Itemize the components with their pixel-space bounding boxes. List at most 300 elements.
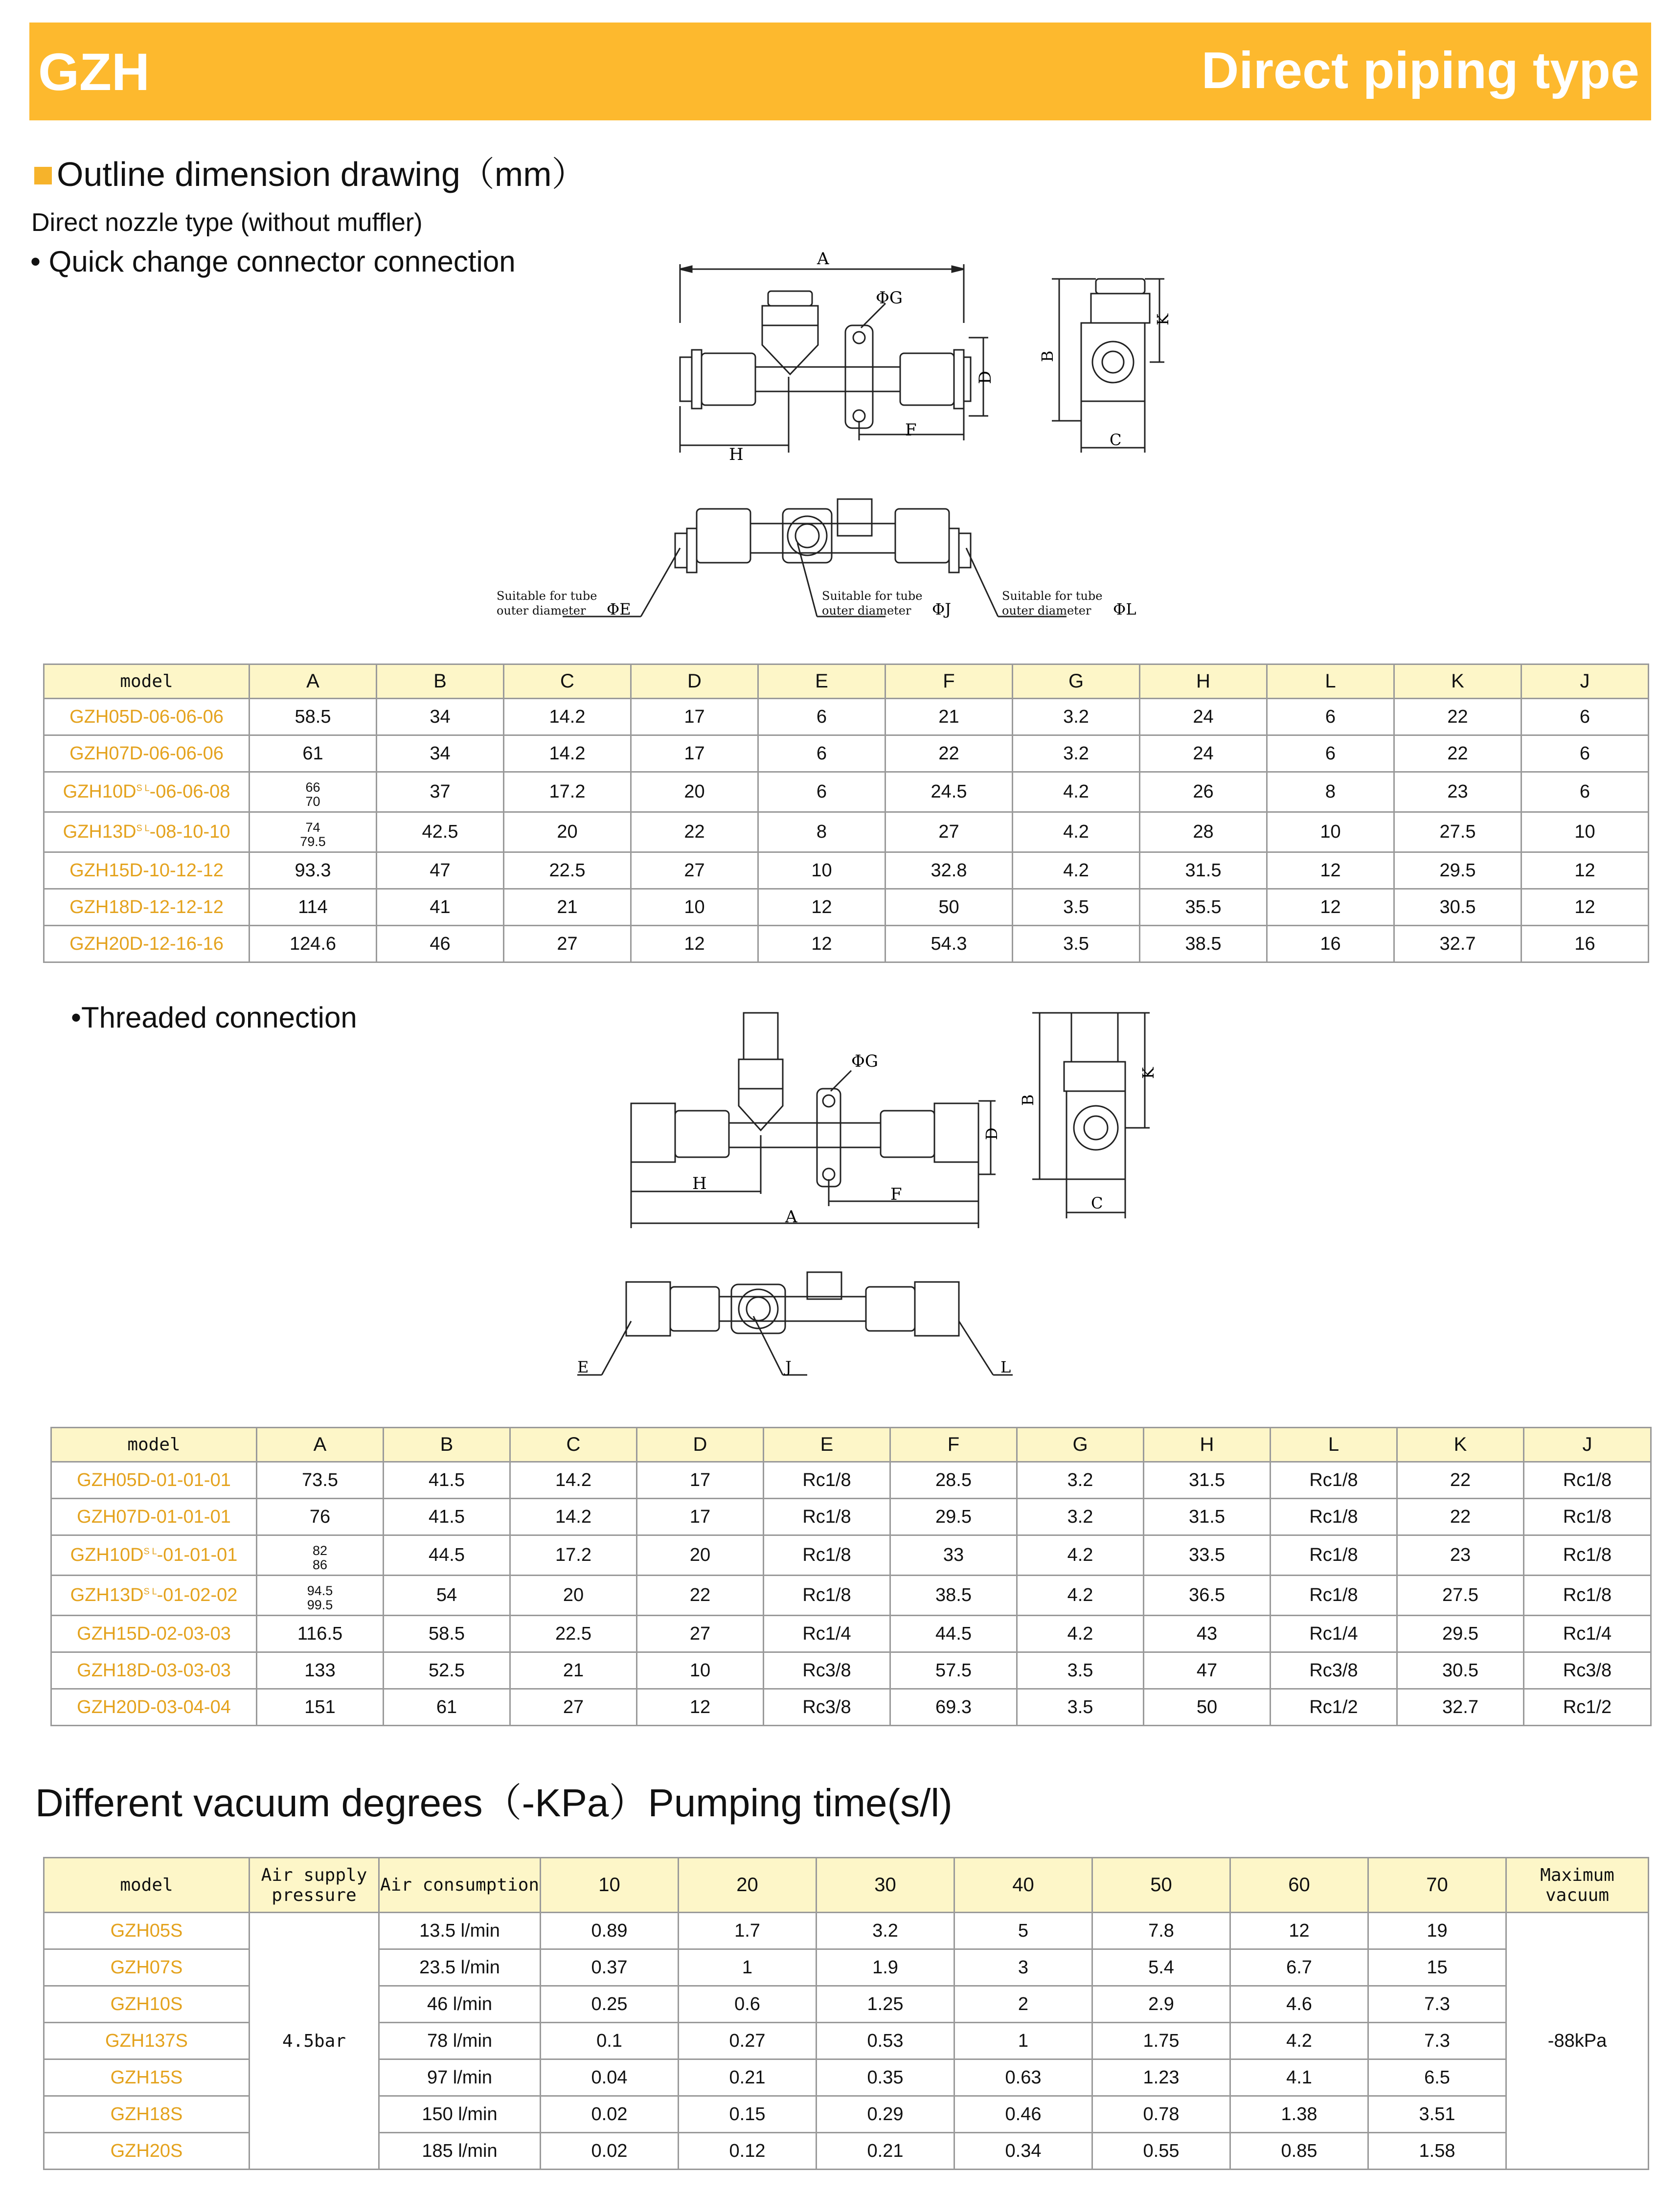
dim-g-cell: 4.2 bbox=[1013, 852, 1140, 889]
header-c: C bbox=[504, 664, 631, 699]
header-e: E bbox=[758, 664, 885, 699]
dim-a-stack bbox=[305, 780, 320, 808]
table-row bbox=[51, 1576, 1651, 1616]
dim-g-cell: 3.2 bbox=[1017, 1462, 1144, 1499]
dim-l-label: ΦL bbox=[1113, 600, 1136, 618]
model-cell: GZH07D-01-01-01 bbox=[51, 1499, 257, 1535]
header-h: H bbox=[1144, 1428, 1271, 1462]
model-cell: GZH15D-02-03-03 bbox=[51, 1616, 257, 1652]
header-vac-40: 40 bbox=[954, 1858, 1092, 1913]
dim-e-cell: 6 bbox=[758, 735, 885, 772]
dim-c-cell: 20 bbox=[504, 812, 631, 852]
dim-c-label: C bbox=[1110, 431, 1122, 449]
model-cell: GZH15S bbox=[44, 2059, 250, 2096]
header-a: A bbox=[257, 1428, 384, 1462]
dim-b-cell: 41.5 bbox=[384, 1462, 510, 1499]
pumping-time-cell: 5 bbox=[954, 1913, 1092, 1949]
table-row bbox=[44, 852, 1649, 889]
dim-e-cell: Rc1/8 bbox=[764, 1576, 890, 1616]
dim-e-cell: 12 bbox=[758, 926, 885, 962]
vacuum-section-title: Different vacuum degrees（-KPa）Pumping time(s/l) bbox=[35, 1781, 953, 1825]
dim-b-cell: 52.5 bbox=[384, 1652, 510, 1689]
pumping-time-cell: 0.55 bbox=[1092, 2133, 1230, 2170]
dim-a-cell: 73.5 bbox=[257, 1462, 384, 1499]
dim-c-cell: 22.5 bbox=[510, 1616, 637, 1652]
dim-g-cell: 3.5 bbox=[1013, 889, 1140, 926]
air-consumption-cell: 46 l/min bbox=[379, 1986, 541, 2023]
t-dim-h-label: H bbox=[692, 1174, 707, 1193]
dim-d-cell: 27 bbox=[631, 852, 758, 889]
header-l: L bbox=[1267, 664, 1394, 699]
header-k: K bbox=[1397, 1428, 1524, 1462]
model-cell: GZH07D-06-06-06 bbox=[44, 735, 250, 772]
threaded-front-drawing bbox=[621, 1008, 1001, 1238]
dim-e-cell: 8 bbox=[758, 812, 885, 852]
pumping-time-cell: 0.12 bbox=[679, 2133, 817, 2170]
tube-od-label-l-1: Suitable for tube bbox=[1002, 589, 1103, 603]
dim-l-cell: 16 bbox=[1267, 926, 1394, 962]
dim-j-cell: Rc1/8 bbox=[1524, 1576, 1651, 1616]
dim-d-cell: 20 bbox=[637, 1535, 764, 1576]
dim-b-cell: 47 bbox=[377, 852, 504, 889]
pumping-time-cell: 1.9 bbox=[817, 1949, 954, 1986]
dim-l-cell: 8 bbox=[1267, 772, 1394, 812]
dim-g-cell: 3.2 bbox=[1013, 735, 1140, 772]
dim-k-cell: 29.5 bbox=[1394, 852, 1521, 889]
pumping-time-cell: 6.5 bbox=[1368, 2059, 1506, 2096]
header-d: D bbox=[631, 664, 758, 699]
dim-h-cell: 33.5 bbox=[1144, 1535, 1271, 1576]
dim-a-cell bbox=[257, 1576, 384, 1616]
model-suffix: -06-06-08 bbox=[149, 781, 230, 802]
table-row bbox=[51, 1499, 1651, 1535]
header-h: H bbox=[1140, 664, 1267, 699]
pumping-time-cell: 1.38 bbox=[1230, 2096, 1368, 2133]
dim-g-cell: 3.2 bbox=[1017, 1499, 1144, 1535]
table-row bbox=[51, 1462, 1651, 1499]
dim-b-cell: 34 bbox=[377, 735, 504, 772]
dim-j-cell: 6 bbox=[1521, 699, 1649, 735]
dim-f-cell: 21 bbox=[885, 699, 1013, 735]
tube-od-label-j-1: Suitable for tube bbox=[822, 589, 923, 603]
dim-h-cell: 26 bbox=[1140, 772, 1267, 812]
dim-e-cell: Rc1/8 bbox=[764, 1462, 890, 1499]
header-e: E bbox=[764, 1428, 890, 1462]
dim-e-cell: 6 bbox=[758, 772, 885, 812]
dim-g-cell: 4.2 bbox=[1017, 1616, 1144, 1652]
dim-k-cell: 22 bbox=[1394, 699, 1521, 735]
pumping-time-cell: 6.7 bbox=[1230, 1949, 1368, 1986]
dim-a-long: 79.5 bbox=[300, 834, 326, 849]
header-air-supply-line2: pressure bbox=[272, 1885, 357, 1905]
dim-f-cell: 57.5 bbox=[890, 1652, 1017, 1689]
pumping-time-cell: 0.02 bbox=[541, 2133, 679, 2170]
pumping-time-cell: 2 bbox=[954, 1986, 1092, 2023]
dim-l-cell: 12 bbox=[1267, 852, 1394, 889]
dim-e-cell: 12 bbox=[758, 889, 885, 926]
pumping-time-cell: 7.3 bbox=[1368, 2023, 1506, 2059]
header-f: F bbox=[890, 1428, 1017, 1462]
table-row bbox=[51, 1689, 1651, 1726]
dim-h-cell: 47 bbox=[1144, 1652, 1271, 1689]
dim-k-cell: 22 bbox=[1394, 735, 1521, 772]
dim-a-cell: 93.3 bbox=[250, 852, 377, 889]
dim-a-long: 99.5 bbox=[307, 1597, 333, 1612]
dim-f-label: F bbox=[905, 420, 917, 440]
pumping-time-cell: 0.53 bbox=[817, 2023, 954, 2059]
tube-od-label-e-1: Suitable for tube bbox=[497, 589, 597, 603]
header-vac-20: 20 bbox=[679, 1858, 817, 1913]
dim-k-cell: 27.5 bbox=[1394, 812, 1521, 852]
header-max-vacuum-line2: vacuum bbox=[1545, 1885, 1610, 1905]
pumping-time-cell: 0.46 bbox=[954, 2096, 1092, 2133]
dim-a-cell: 124.6 bbox=[250, 926, 377, 962]
table-row bbox=[44, 889, 1649, 926]
dim-b-cell: 41 bbox=[377, 889, 504, 926]
dim-a-short: 82 bbox=[312, 1543, 328, 1558]
dim-a-cell: 116.5 bbox=[257, 1616, 384, 1652]
model-cell: GZH20D-12-16-16 bbox=[44, 926, 250, 962]
dim-f-cell: 28.5 bbox=[890, 1462, 1017, 1499]
model-cell: GZH20S bbox=[44, 2133, 250, 2170]
pumping-time-cell: 0.04 bbox=[541, 2059, 679, 2096]
dim-h-cell: 31.5 bbox=[1144, 1499, 1271, 1535]
table-row bbox=[44, 1913, 1649, 1949]
air-consumption-cell: 23.5 l/min bbox=[379, 1949, 541, 1986]
model-cell: GZH20D-03-04-04 bbox=[51, 1689, 257, 1726]
pumping-time-cell: 0.1 bbox=[541, 2023, 679, 2059]
header-air-consumption: Air consumption bbox=[379, 1858, 541, 1913]
dim-b-cell: 34 bbox=[377, 699, 504, 735]
model-prefix: GZH10D bbox=[63, 781, 136, 802]
dim-h-cell: 35.5 bbox=[1140, 889, 1267, 926]
table-row bbox=[44, 735, 1649, 772]
header-air-supply-line1: Air supply bbox=[261, 1865, 367, 1885]
table-row bbox=[51, 1535, 1651, 1576]
pumping-time-cell: 15 bbox=[1368, 1949, 1506, 1986]
pumping-time-cell: 12 bbox=[1230, 1913, 1368, 1949]
table-row bbox=[44, 926, 1649, 962]
dim-f-cell: 24.5 bbox=[885, 772, 1013, 812]
dim-j-cell: Rc1/8 bbox=[1524, 1535, 1651, 1576]
dim-k-cell: 22 bbox=[1397, 1499, 1524, 1535]
header-vac-70: 70 bbox=[1368, 1858, 1506, 1913]
dim-a-stack bbox=[300, 821, 326, 848]
vacuum-pumping-time-table bbox=[43, 1857, 1649, 2170]
model-suffix: -01-02-02 bbox=[157, 1585, 238, 1605]
pumping-time-cell: 3.51 bbox=[1368, 2096, 1506, 2133]
dim-c-cell: 14.2 bbox=[504, 699, 631, 735]
dim-h-cell: 31.5 bbox=[1144, 1462, 1271, 1499]
dim-c-cell: 14.2 bbox=[510, 1499, 637, 1535]
dim-k-cell: 30.5 bbox=[1394, 889, 1521, 926]
t-dim-f-label: F bbox=[890, 1185, 902, 1204]
pumping-time-cell: 0.27 bbox=[679, 2023, 817, 2059]
dim-a-cell: 151 bbox=[257, 1689, 384, 1726]
threaded-dimension-table bbox=[50, 1427, 1652, 1726]
header-k: K bbox=[1394, 664, 1521, 699]
pumping-time-cell: 19 bbox=[1368, 1913, 1506, 1949]
dim-d-cell: 17 bbox=[637, 1462, 764, 1499]
t-dim-e-label: E bbox=[577, 1358, 589, 1376]
dim-a-cell bbox=[257, 1535, 384, 1576]
dim-a-cell: 133 bbox=[257, 1652, 384, 1689]
quick-change-side-drawing bbox=[1038, 264, 1189, 460]
air-supply-cell: 4.5bar bbox=[250, 1913, 379, 2170]
model-cell: GZH137S bbox=[44, 2023, 250, 2059]
dim-c-cell: 14.2 bbox=[510, 1462, 637, 1499]
dim-f-cell: 38.5 bbox=[890, 1576, 1017, 1616]
dim-k-cell: 22 bbox=[1397, 1462, 1524, 1499]
dim-k-cell: 23 bbox=[1397, 1535, 1524, 1576]
dim-d-cell: 12 bbox=[637, 1689, 764, 1726]
dim-a-stack bbox=[307, 1584, 333, 1612]
t-dim-a-label: A bbox=[785, 1207, 797, 1227]
dim-b-cell: 46 bbox=[377, 926, 504, 962]
dim-j-cell: Rc3/8 bbox=[1524, 1652, 1651, 1689]
dim-f-cell: 32.8 bbox=[885, 852, 1013, 889]
model-cell: GZH18S bbox=[44, 2096, 250, 2133]
pumping-time-cell: 0.85 bbox=[1230, 2133, 1368, 2170]
pumping-time-cell: 1.75 bbox=[1092, 2023, 1230, 2059]
dim-e-cell: 10 bbox=[758, 852, 885, 889]
header-max-vacuum-line1: Maximum bbox=[1540, 1865, 1614, 1885]
pumping-time-cell: 0.21 bbox=[817, 2133, 954, 2170]
header-banner bbox=[29, 23, 1651, 120]
dim-b-cell: 61 bbox=[384, 1689, 510, 1726]
dim-c-cell: 20 bbox=[510, 1576, 637, 1616]
pumping-time-cell: 0.25 bbox=[541, 1986, 679, 2023]
pumping-time-cell: 0.21 bbox=[679, 2059, 817, 2096]
type-title: Direct piping type bbox=[1201, 42, 1639, 99]
pumping-time-cell: 1.58 bbox=[1368, 2133, 1506, 2170]
dim-d-cell: 17 bbox=[631, 735, 758, 772]
model-prefix: GZH13D bbox=[70, 1585, 144, 1605]
t-dim-g-label: ΦG bbox=[851, 1052, 879, 1071]
dim-a-long: 70 bbox=[305, 794, 320, 809]
tube-od-label-j-2: outer diameter bbox=[822, 604, 911, 617]
dim-a-cell: 76 bbox=[257, 1499, 384, 1535]
dim-l-cell: Rc1/8 bbox=[1271, 1462, 1397, 1499]
header-j: J bbox=[1521, 664, 1649, 699]
model-prefix: GZH13D bbox=[63, 822, 136, 842]
dim-a-stack bbox=[313, 1544, 327, 1572]
dim-g-cell: 3.5 bbox=[1013, 926, 1140, 962]
dim-d-cell: 12 bbox=[631, 926, 758, 962]
dim-c-cell: 27 bbox=[510, 1689, 637, 1726]
header-model: model bbox=[44, 664, 250, 699]
tube-od-label-l-2: outer diameter bbox=[1002, 604, 1091, 617]
dim-l-cell: Rc3/8 bbox=[1271, 1652, 1397, 1689]
model-variant-mark: S L bbox=[136, 783, 150, 793]
dim-d-cell: 22 bbox=[637, 1576, 764, 1616]
pumping-time-cell: 0.34 bbox=[954, 2133, 1092, 2170]
pumping-time-cell: 7.3 bbox=[1368, 1986, 1506, 2023]
model-cell: GZH18D-03-03-03 bbox=[51, 1652, 257, 1689]
dim-e-cell: 6 bbox=[758, 699, 885, 735]
dim-f-cell: 22 bbox=[885, 735, 1013, 772]
dim-j-cell: 10 bbox=[1521, 812, 1649, 852]
pumping-time-cell: 0.6 bbox=[679, 1986, 817, 2023]
pumping-time-cell: 3 bbox=[954, 1949, 1092, 1986]
square-bullet-icon bbox=[34, 167, 52, 184]
header-vac-30: 30 bbox=[817, 1858, 954, 1913]
t-dim-l-label: L bbox=[1000, 1358, 1011, 1376]
dim-h-cell: 50 bbox=[1144, 1689, 1271, 1726]
dim-j-cell: 6 bbox=[1521, 735, 1649, 772]
dim-a-short: 66 bbox=[305, 780, 320, 795]
dim-k-cell: 23 bbox=[1394, 772, 1521, 812]
dim-g-label: ΦG bbox=[876, 288, 903, 308]
dim-g-cell: 4.2 bbox=[1017, 1576, 1144, 1616]
dim-g-cell: 3.5 bbox=[1017, 1652, 1144, 1689]
model-cell bbox=[44, 772, 250, 812]
dim-b-cell: 44.5 bbox=[384, 1535, 510, 1576]
pumping-time-cell: 0.02 bbox=[541, 2096, 679, 2133]
dim-l-cell: Rc1/2 bbox=[1271, 1689, 1397, 1726]
header-air-supply bbox=[250, 1858, 379, 1913]
header-vac-60: 60 bbox=[1230, 1858, 1368, 1913]
dim-j-cell: 6 bbox=[1521, 772, 1649, 812]
dim-d-cell: 10 bbox=[637, 1652, 764, 1689]
model-cell: GZH05D-06-06-06 bbox=[44, 699, 250, 735]
dim-l-cell: Rc1/8 bbox=[1271, 1499, 1397, 1535]
dim-a-cell bbox=[250, 772, 377, 812]
dim-l-cell: 12 bbox=[1267, 889, 1394, 926]
quick-change-top-drawing bbox=[489, 489, 1174, 626]
dim-d-label: D bbox=[976, 370, 995, 384]
header-max-vacuum bbox=[1506, 1858, 1649, 1913]
dim-k-cell: 32.7 bbox=[1394, 926, 1521, 962]
dim-h-cell: 43 bbox=[1144, 1616, 1271, 1652]
dim-j-cell: Rc1/8 bbox=[1524, 1462, 1651, 1499]
tube-od-label-e-2: outer diameter bbox=[497, 604, 586, 617]
table-row bbox=[44, 812, 1649, 852]
dim-c-cell: 17.2 bbox=[510, 1535, 637, 1576]
pumping-time-cell: 1.23 bbox=[1092, 2059, 1230, 2096]
table-row bbox=[44, 772, 1649, 812]
dim-c-cell: 14.2 bbox=[504, 735, 631, 772]
t-dim-j-label: J bbox=[785, 1358, 792, 1376]
header-model: model bbox=[44, 1858, 250, 1913]
air-consumption-cell: 78 l/min bbox=[379, 2023, 541, 2059]
dim-a-short: 94.5 bbox=[307, 1583, 333, 1599]
dim-h-cell: 24 bbox=[1140, 699, 1267, 735]
pumping-time-cell: 0.15 bbox=[679, 2096, 817, 2133]
pumping-time-cell: 0.78 bbox=[1092, 2096, 1230, 2133]
header-l: L bbox=[1271, 1428, 1397, 1462]
dim-f-cell: 54.3 bbox=[885, 926, 1013, 962]
model-variant-mark: S L bbox=[143, 1586, 157, 1597]
dim-h-cell: 24 bbox=[1140, 735, 1267, 772]
header-g: G bbox=[1017, 1428, 1144, 1462]
dim-f-cell: 50 bbox=[885, 889, 1013, 926]
dim-h-cell: 36.5 bbox=[1144, 1576, 1271, 1616]
dim-l-cell: Rc1/8 bbox=[1271, 1535, 1397, 1576]
dim-j-cell: 12 bbox=[1521, 852, 1649, 889]
table-row bbox=[44, 699, 1649, 735]
subtitle: Direct nozzle type (without muffler) bbox=[31, 208, 423, 237]
dim-k-cell: 29.5 bbox=[1397, 1616, 1524, 1652]
air-consumption-cell: 13.5 l/min bbox=[379, 1913, 541, 1949]
pumping-time-cell: 3.2 bbox=[817, 1913, 954, 1949]
header-b: B bbox=[377, 664, 504, 699]
dim-e-cell: Rc1/8 bbox=[764, 1535, 890, 1576]
dim-d-cell: 20 bbox=[631, 772, 758, 812]
dim-g-cell: 4.2 bbox=[1013, 812, 1140, 852]
header-f: F bbox=[885, 664, 1013, 699]
model-cell: GZH10S bbox=[44, 1986, 250, 2023]
header-d: D bbox=[637, 1428, 764, 1462]
pumping-time-cell: 1.25 bbox=[817, 1986, 954, 2023]
pumping-time-cell: 1 bbox=[679, 1949, 817, 1986]
dim-l-cell: 6 bbox=[1267, 699, 1394, 735]
model-suffix: -08-10-10 bbox=[149, 822, 230, 842]
dim-j-cell: 16 bbox=[1521, 926, 1649, 962]
header-vac-10: 10 bbox=[541, 1858, 679, 1913]
dim-l-cell: Rc1/4 bbox=[1271, 1616, 1397, 1652]
max-vacuum-cell: -88kPa bbox=[1506, 1913, 1649, 2170]
header-vac-50: 50 bbox=[1092, 1858, 1230, 1913]
dim-j-cell: Rc1/2 bbox=[1524, 1689, 1651, 1726]
dim-f-cell: 33 bbox=[890, 1535, 1017, 1576]
threaded-side-drawing bbox=[1019, 1008, 1174, 1223]
model-prefix: GZH10D bbox=[70, 1545, 144, 1565]
dim-d-cell: 27 bbox=[637, 1616, 764, 1652]
dim-b-label: B bbox=[1038, 350, 1057, 362]
dim-c-cell: 27 bbox=[504, 926, 631, 962]
table-row bbox=[51, 1616, 1651, 1652]
pumping-time-cell: 4.6 bbox=[1230, 1986, 1368, 2023]
dim-g-cell: 3.5 bbox=[1017, 1689, 1144, 1726]
model-cell: GZH18D-12-12-12 bbox=[44, 889, 250, 926]
pumping-time-cell: 1 bbox=[954, 2023, 1092, 2059]
dim-c-cell: 21 bbox=[510, 1652, 637, 1689]
air-consumption-cell: 97 l/min bbox=[379, 2059, 541, 2096]
air-consumption-cell: 150 l/min bbox=[379, 2096, 541, 2133]
pumping-time-cell: 0.63 bbox=[954, 2059, 1092, 2096]
dim-e-label: ΦE bbox=[607, 600, 631, 618]
dim-d-cell: 10 bbox=[631, 889, 758, 926]
series-title: GZH bbox=[38, 42, 150, 101]
dim-k-cell: 32.7 bbox=[1397, 1689, 1524, 1726]
dim-b-cell: 41.5 bbox=[384, 1499, 510, 1535]
dim-h-cell: 28 bbox=[1140, 812, 1267, 852]
dim-j-cell: Rc1/4 bbox=[1524, 1616, 1651, 1652]
dim-g-cell: 4.2 bbox=[1017, 1535, 1144, 1576]
dim-a-long: 86 bbox=[312, 1557, 328, 1572]
header-b: B bbox=[384, 1428, 510, 1462]
dim-g-cell: 3.2 bbox=[1013, 699, 1140, 735]
pumping-time-cell: 4.2 bbox=[1230, 2023, 1368, 2059]
pumping-time-cell: 7.8 bbox=[1092, 1913, 1230, 1949]
dim-l-cell: 10 bbox=[1267, 812, 1394, 852]
dim-b-cell: 58.5 bbox=[384, 1616, 510, 1652]
dim-e-cell: Rc1/4 bbox=[764, 1616, 890, 1652]
t-dim-b-label: B bbox=[1019, 1094, 1037, 1106]
dim-b-cell: 37 bbox=[377, 772, 504, 812]
table-row bbox=[51, 1652, 1651, 1689]
section-title: Outline dimension drawing（mm） bbox=[57, 155, 586, 193]
dim-a-cell: 114 bbox=[250, 889, 377, 926]
header-model: model bbox=[51, 1428, 257, 1462]
pumping-time-cell: 5.4 bbox=[1092, 1949, 1230, 1986]
quick-change-dimension-table bbox=[43, 663, 1649, 963]
dim-f-cell: 44.5 bbox=[890, 1616, 1017, 1652]
dim-j-label: ΦJ bbox=[932, 600, 952, 618]
model-cell: GZH15D-10-12-12 bbox=[44, 852, 250, 889]
dim-a-cell bbox=[250, 812, 377, 852]
